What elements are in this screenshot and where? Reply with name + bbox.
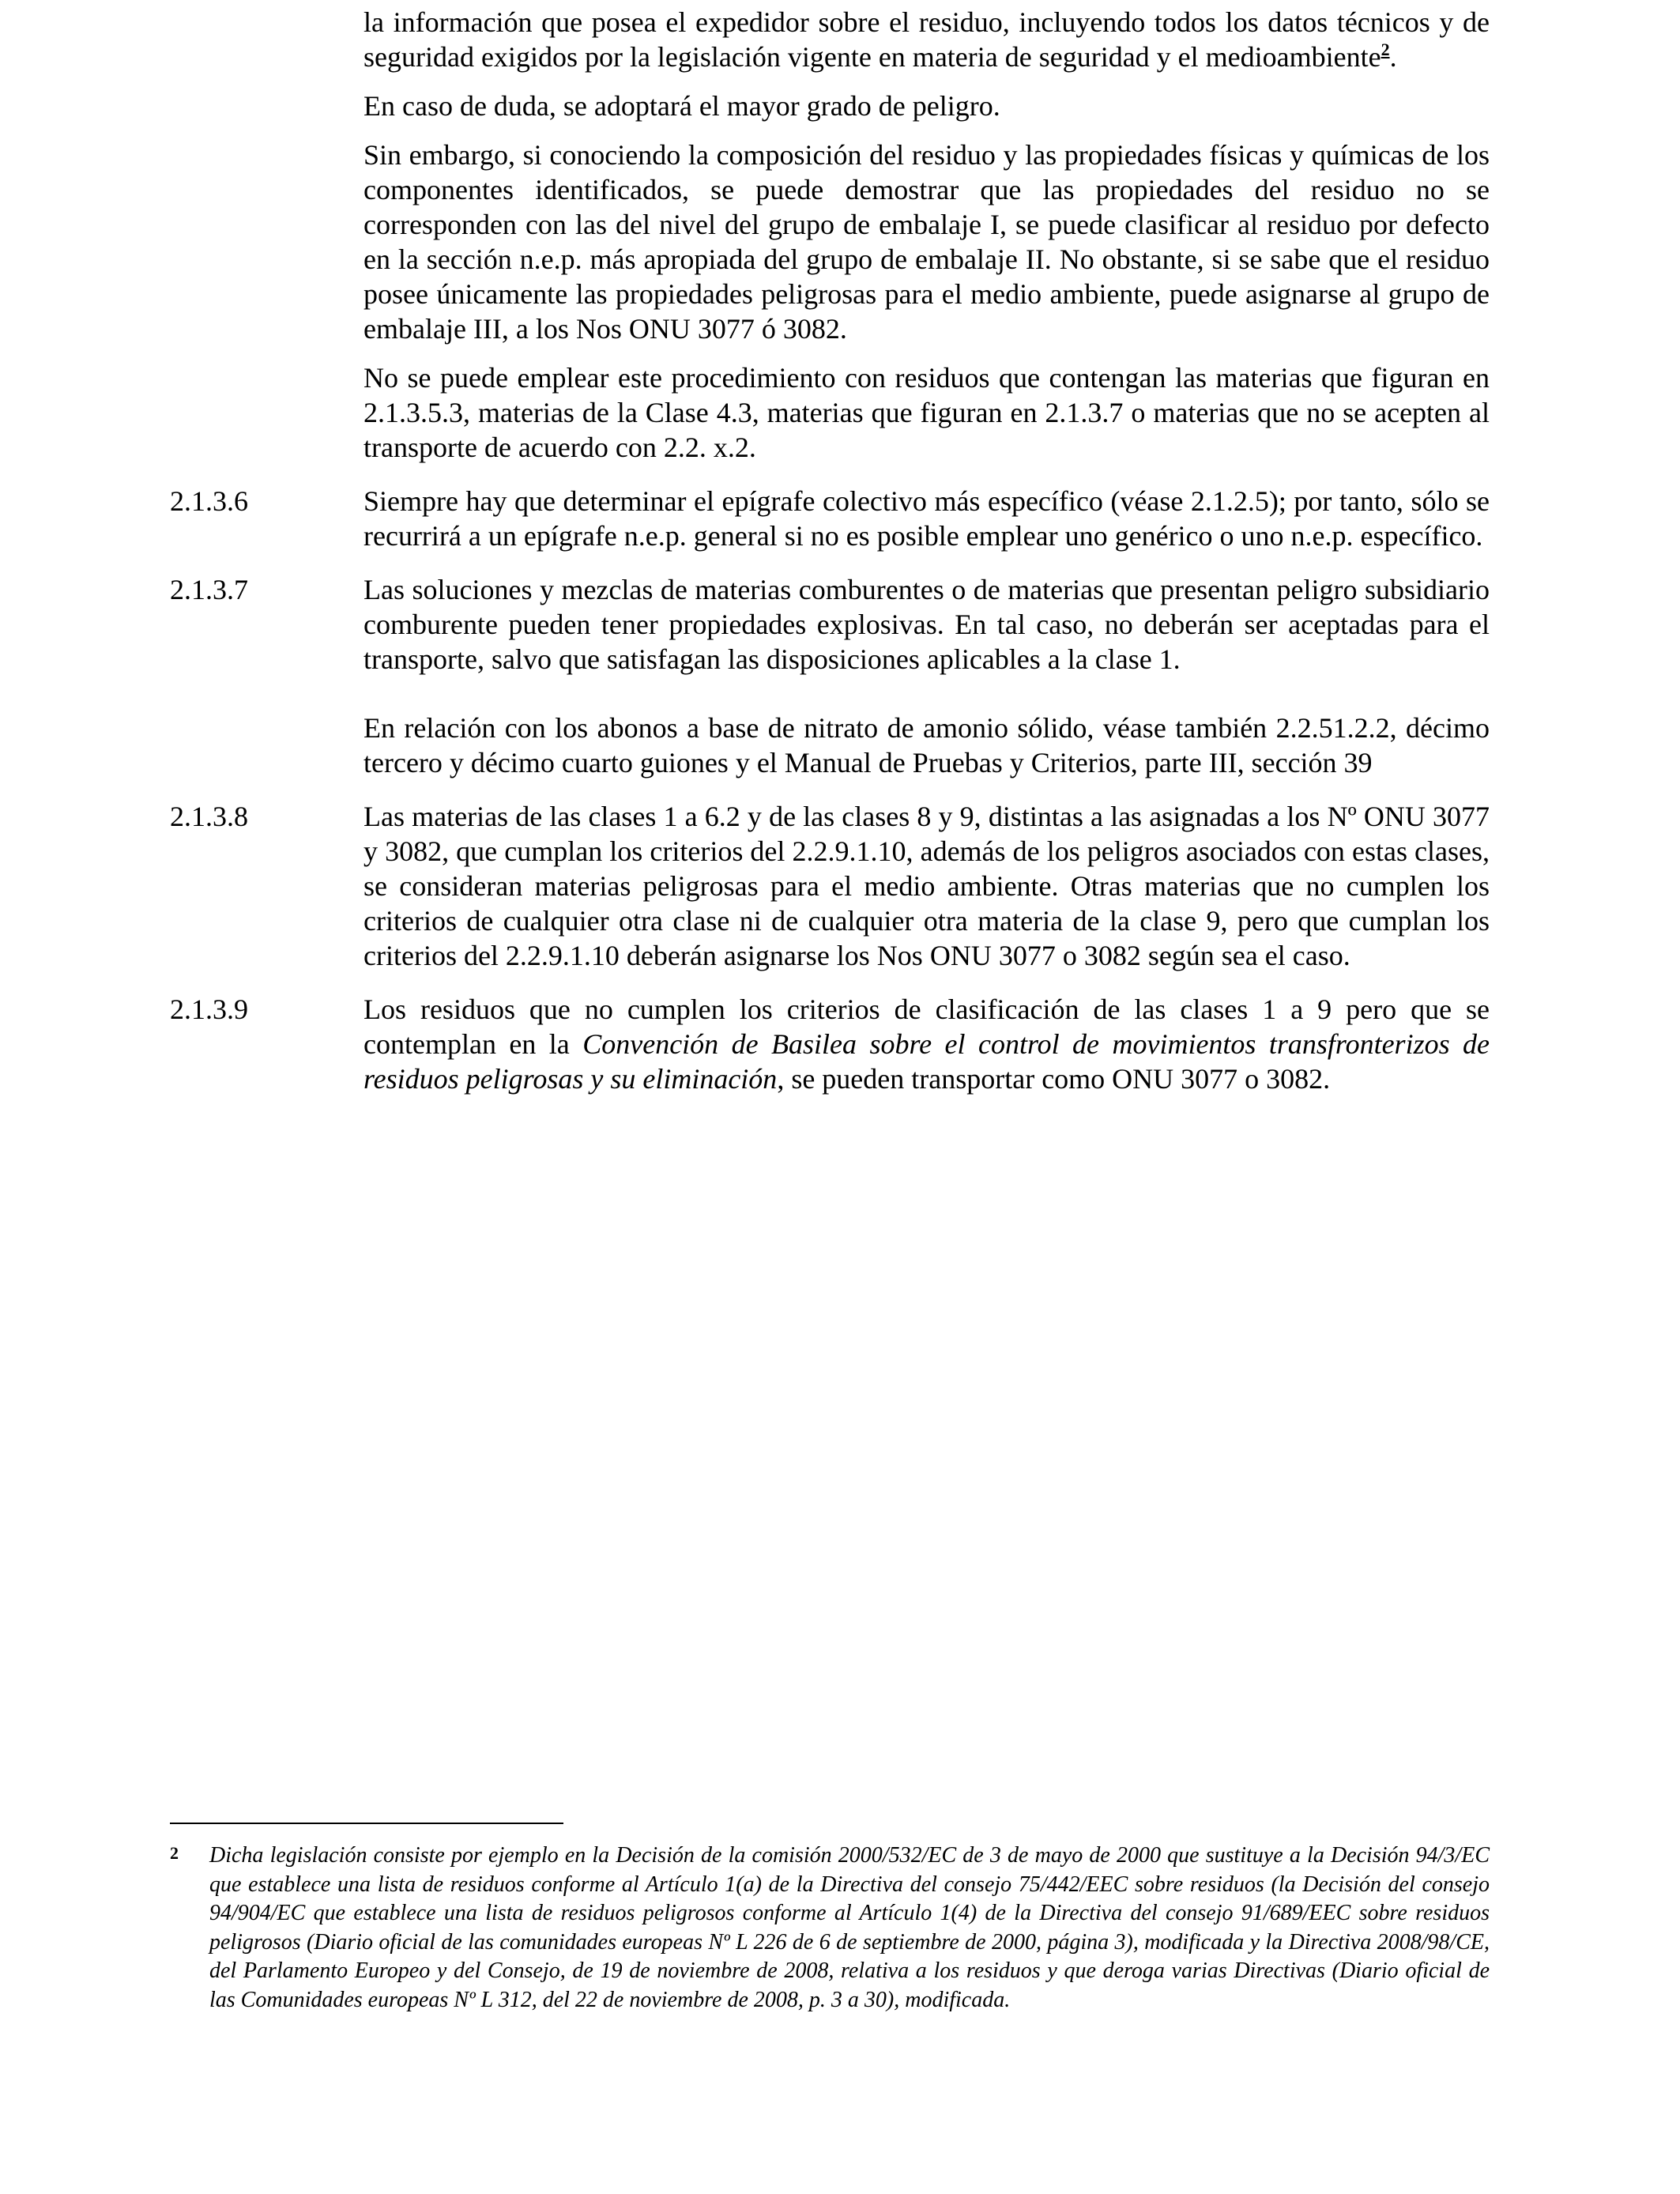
paragraph-continued — [363, 5, 1490, 74]
convention-title: Convención de Basilea sobre el control de movimientos transfronterizos de residuos peligrosas y su eliminación — [363, 1028, 1490, 1095]
footnote-separator — [170, 1823, 563, 1824]
section-text: Las materias de las clases 1 a 6.2 y de las clases 8 y 9, distintas a las asignadas a los Nº ONU 3077 y 3082, que cumplan los criterios del 2.2.9.1.10, además de los peligros asociados con estas clases, se consideran materias peligrosas para el medio ambiente. Otras materias que no cumplen los criterios de cualquier otra clase ni de cualquier otra materia de la clase 9, pero que cumplan los criterios del 2.2.9.1.10 deberán asignarse los Nos ONU 3077 o 3082 según sea el caso. — [363, 801, 1490, 971]
section-body — [363, 572, 1490, 780]
footnote-mark: 2 — [170, 1843, 179, 1863]
section-number: 2.1.3.9 — [170, 993, 248, 1025]
paragraph-text: la información que posea el expedidor sobre el residuo, incluyendo todos los datos técnicos y de seguridad exigidos por la legislación vigente en materia de seguridad y el medioambiente — [363, 6, 1490, 73]
footnote — [170, 1842, 1490, 2015]
section-2-1-3-6 — [170, 484, 1490, 553]
section-text: Las soluciones y mezclas de materias comburentes o de materias que presentan peligro subsidiario comburente pueden tener propiedades explosivas. En tal caso, no deberán ser aceptadas para el transporte, salvo que satisfagan las disposiciones aplicables a la clase 1. — [363, 574, 1490, 675]
section-2-1-3-9 — [170, 992, 1490, 1096]
section-number: 2.1.3.7 — [170, 574, 248, 605]
section-2-1-3-7 — [170, 572, 1490, 780]
footnote-text: Dicha legislación consiste por ejemplo en la Decisión de la comisión 2000/532/EC de 3 de mayo de 2000 que sustituye a la Decisión 94/3/EC que establece una lista de residuos conforme al Artículo 1(a) de la Directiva del consejo 75/442/EEC sobre residuos (la Decisión del consejo 94/904/EC que establece una lista de residuos peligrosos conforme al Artículo 1(4) de la Directiva del consejo 91/689/EEC sobre residuos peligrosos (Diario oficial de las comunidades europeas Nº L 226 de 6 de septiembre de 2000, página 3), modificada y la Directiva 2008/98/CE, del Parlamento Europeo y del Consejo, de 19 de noviembre de 2008, relativa a los residuos y que deroga varias Directivas (Diario oficial de las Comunidades europeas Nº L 312, del 22 de noviembre de 2008, p. 3 a 30), modificada. — [209, 1843, 1490, 2012]
section-text-start: Los residuos que no cumplen los criterios de clasificación de las clases 1 a 9 pero que se contemplan en la — [363, 993, 1490, 1060]
paragraph-doubt: En caso de duda, se adoptará el mayor grado de peligro. — [363, 90, 1000, 122]
continuation-block — [363, 5, 1490, 465]
body-text — [170, 5, 1490, 1096]
footnote-reference-link[interactable]: 2 — [1381, 40, 1390, 59]
paragraph-composition: Sin embargo, si conociendo la composición del residuo y las propiedades físicas y químicas de los componentes identificados, se puede demostrar que las propiedades del residuo no se corresponden con las del nivel del grupo de embalaje I, se puede clasificar al residuo por defecto en la sección n.e.p. más apropiada del grupo de embalaje II. No obstante, si se sabe que el residuo posee únicamente las propiedades peligrosas para el medio ambiente, puede asignarse al grupo de embalaje III, a los Nos ONU 3077 ó 3082. — [363, 139, 1490, 345]
section-text-additional: En relación con los abonos a base de nitrato de amonio sólido, véase también 2.2.51.2.2, décimo tercero y décimo cuarto guiones y el Manual de Pruebas y Criterios, parte III, sección 39 — [363, 712, 1490, 778]
section-number: 2.1.3.6 — [170, 485, 248, 517]
section-2-1-3-8 — [170, 799, 1490, 973]
paragraph-procedure-limit: No se puede emplear este procedimiento con residuos que contengan las materias que figuran en 2.1.3.5.3, materias de la Clase 4.3, materias que figuran en 2.1.3.7 o materias que no se acepten al transporte de acuerdo con 2.2. x.2. — [363, 362, 1490, 463]
section-text — [363, 992, 1490, 1096]
paragraph-end: . — [1389, 41, 1397, 73]
section-text: Siempre hay que determinar el epígrafe colectivo más específico (véase 2.1.2.5); por tanto, sólo se recurrirá a un epígrafe n.e.p. general si no es posible emplear uno genérico o uno n.e.p. específico. — [363, 485, 1490, 552]
section-number: 2.1.3.8 — [170, 801, 248, 832]
section-text-end: , se pueden transportar como ONU 3077 o 3082. — [777, 1063, 1331, 1095]
